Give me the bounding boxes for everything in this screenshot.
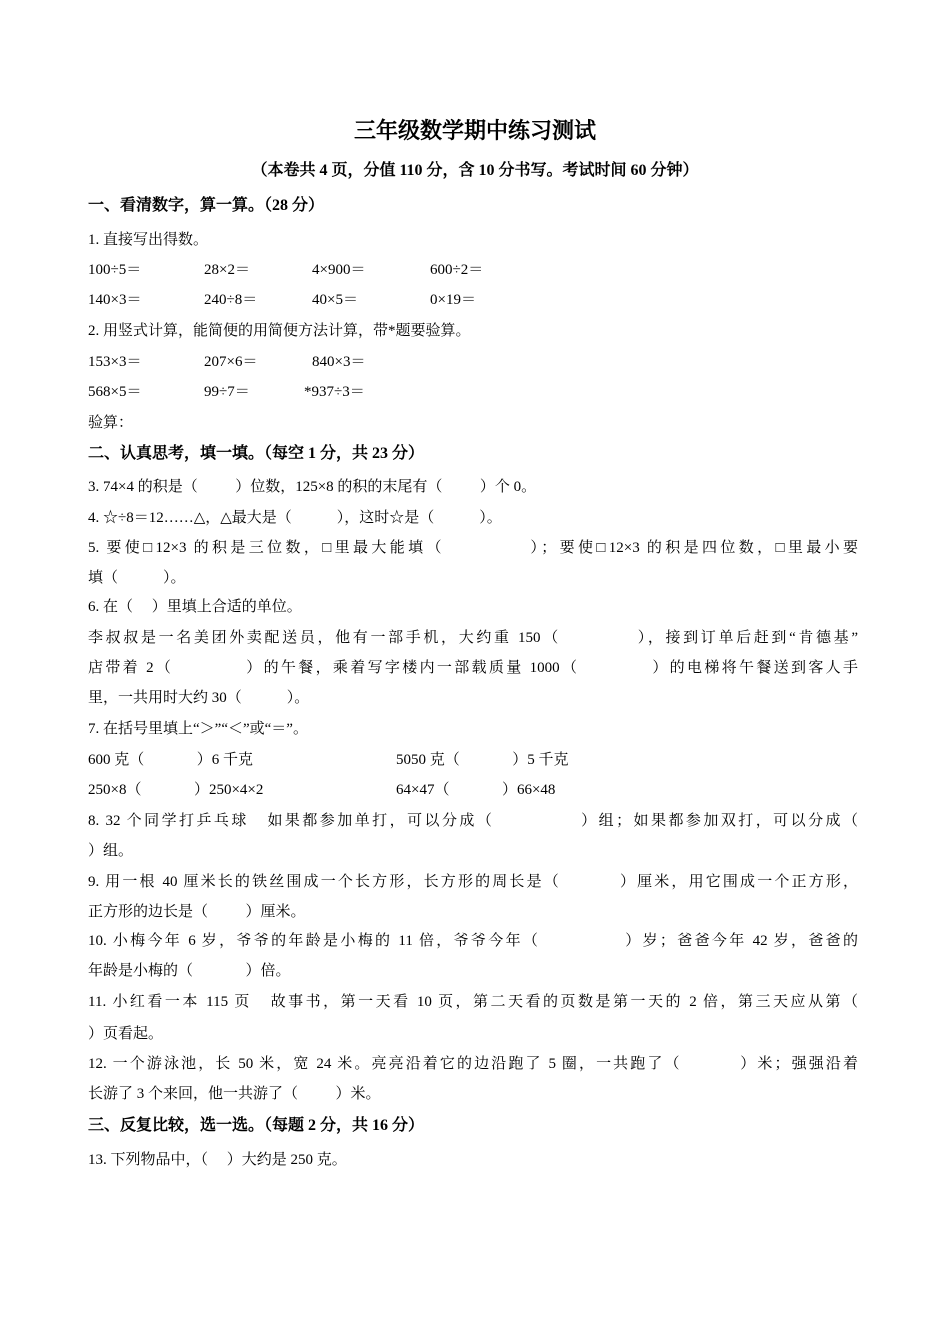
q2-item: *937÷3＝ [304,384,365,400]
q2-item: 153×3＝ [88,354,142,370]
q1-item: 28×2＝ [204,262,250,278]
question-12: 12. 一个游泳池，长 50 米，宽 24 米。亮亮沿着它的边沿跑了 5 圈，一共跑了（ ）米；强强沿着 [88,1056,858,1072]
question-13: 13. 下列物品中，（ ）大约是 250 克。 [88,1152,347,1168]
question-10: 10. 小梅今年 6 岁，爷爷的年龄是小梅的 11 倍，爷爷今年（ ）岁；爸爸今年 42 岁，爸爸的 [88,933,858,949]
exam-info: （本卷共 4 页，分值 110 分，含 10 分书写。考试时间 60 分钟） [251,162,699,179]
q1-item: 240÷8＝ [204,292,258,308]
q1-item: 100÷5＝ [88,262,142,278]
question-7: 7. 在括号里填上“＞”“＜”或“＝”。 [88,721,308,737]
q1-item: 140×3＝ [88,292,142,308]
q7-item: 64×47（ ）66×48 [396,782,556,798]
q2-item: 840×3＝ [312,354,366,370]
q1-item: 600÷2＝ [430,262,484,278]
section-1-heading: 一、看清数字，算一算。（28 分） [88,197,325,214]
q2-item: 568×5＝ [88,384,142,400]
question-11: 11. 小红看一本 115 页 故事书，第一天看 10 页，第二天看的页数是第一天的 2 倍，第三天应从第（ [88,994,858,1010]
q7-item: 5050 克（ ）5 千克 [396,752,569,768]
q7-item: 250×8（ ）250×4×2 [88,782,264,798]
q2-item: 99÷7＝ [204,384,250,400]
question-6: 6. 在（ ）里填上合适的单位。 [88,599,302,615]
q1-item: 4×900＝ [312,262,366,278]
question-11-cont: ）页看起。 [88,1026,164,1042]
question-6-text: 李叔叔是一名美团外卖配送员，他有一部手机，大约重 150（ ），接到订单后赶到“肯德基” [88,630,858,646]
question-2: 2. 用竖式计算，能简便的用简便方法计算，带*题要验算。 [88,323,471,339]
question-8-cont: ）组。 [88,843,134,859]
check-label: 验算： [88,415,134,431]
question-5-cont: 填（ ）。 [88,570,186,586]
question-9: 9. 用一根 40 厘米长的铁丝围成一个长方形，长方形的周长是（ ）厘米，用它围成一个正方形， [88,874,858,890]
page-title: 三年级数学期中练习测试 [353,118,596,143]
q7-item: 600 克（ ）6 千克 [88,752,254,768]
question-10-cont: 年龄是小梅的（ ）倍。 [88,963,291,979]
question-9-cont: 正方形的边长是（ ）厘米。 [88,904,306,920]
q2-item: 207×6＝ [204,354,258,370]
section-3-heading: 三、反复比较，选一选。（每题 2 分，共 16 分） [88,1117,425,1134]
question-6-text: 店带着 2（ ）的午餐，乘着写字楼内一部载质量 1000（ ）的电梯将午餐送到客人手 [88,660,858,676]
question-12-cont: 长游了 3 个来回，他一共游了（ ）米。 [88,1086,381,1102]
question-3: 3. 74×4 的积是（ ）位数，125×8 的积的末尾有（ ）个 0。 [88,479,537,495]
question-4: 4. ☆÷8＝12……△，△最大是（ ），这时☆是（ ）。 [88,510,502,526]
question-5: 5. 要使□12×3 的积是三位数，□里最大能填（ ）；要使□12×3 的积是四位数，□里最小要 [88,540,858,556]
q1-item: 40×5＝ [312,292,358,308]
question-8: 8. 32 个同学打乒乓球 如果都参加单打，可以分成（ ）组；如果都参加双打，可以分成（ [88,813,858,829]
section-2-heading: 二、认真思考，填一填。（每空 1 分，共 23 分） [88,445,425,462]
q1-item: 0×19＝ [430,292,476,308]
question-1: 1. 直接写出得数。 [88,232,209,248]
question-6-text: 里，一共用时大约 30（ ）。 [88,690,310,706]
